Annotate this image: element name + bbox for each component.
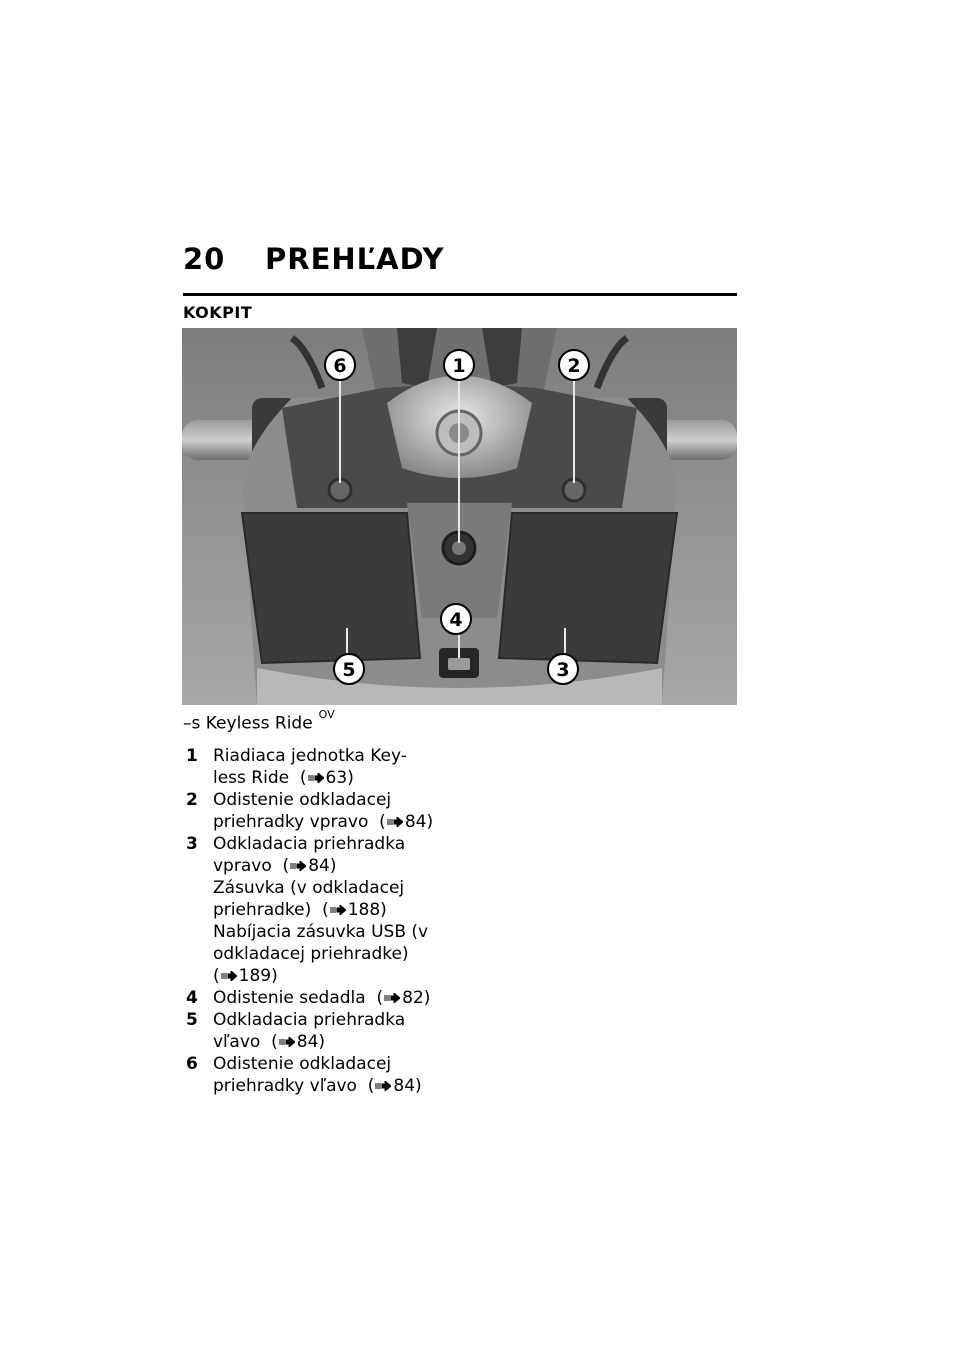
page-reference-number: 84	[296, 1032, 319, 1052]
legend-text: vľavo	[213, 1032, 261, 1052]
page-number: 20	[183, 242, 226, 276]
caption-text: –s Keyless Ride	[183, 713, 313, 734]
header-rule	[183, 293, 737, 296]
figure-caption	[183, 708, 335, 734]
cockpit-illustration	[182, 328, 737, 705]
callout-4	[441, 604, 471, 634]
page-reference-number: 188	[347, 900, 381, 920]
caption-superscript: OV	[318, 708, 335, 721]
legend-text: priehradke)	[213, 900, 312, 920]
legend-text-line	[213, 789, 483, 811]
svg-text:4: 4	[449, 609, 463, 631]
page-reference-arrow-icon	[279, 1037, 295, 1047]
legend-text-line	[213, 921, 483, 943]
legend-text-line	[213, 1009, 483, 1031]
page-reference[interactable]: ( 189)	[213, 966, 278, 986]
page-reference-number: 63	[325, 768, 348, 788]
legend-number: 3	[186, 834, 198, 854]
legend-text-line	[213, 965, 483, 987]
legend-text: Odkladacia priehradka	[213, 1010, 406, 1030]
legend-text-line	[213, 855, 483, 877]
legend-text: Riadiaca jednotka Key-	[213, 746, 407, 766]
page-reference-arrow-icon	[330, 905, 346, 915]
page-reference-number: 84	[308, 856, 330, 876]
page-reference[interactable]: ( 82)	[365, 988, 431, 1008]
page-reference-number: 82	[402, 988, 424, 1008]
section-title: KOKPIT	[183, 303, 253, 322]
page-reference-number: 189	[238, 966, 272, 986]
callout-1	[444, 350, 474, 380]
legend-text: Zásuvka (v odkladacej	[213, 878, 405, 898]
callout-2	[559, 350, 589, 380]
legend-number: 1	[186, 746, 198, 766]
legend-text-line	[213, 987, 483, 1009]
legend-text: Odistenie sedadla	[213, 988, 366, 1008]
page-reference-arrow-icon	[375, 1081, 391, 1091]
legend-text: Odkladacia priehradka	[213, 834, 406, 854]
legend-text-line	[213, 811, 483, 833]
legend-text-line	[213, 943, 483, 965]
page-reference-arrow-icon	[290, 861, 306, 871]
legend-text: less Ride	[213, 768, 290, 788]
legend-item	[183, 1053, 483, 1097]
page-reference[interactable]: ( 188)	[311, 900, 387, 920]
page-header	[183, 242, 737, 282]
legend-item	[183, 745, 483, 789]
legend-number: 6	[186, 1054, 198, 1074]
legend-text-line	[213, 899, 483, 921]
callout-6	[325, 350, 355, 380]
page-reference[interactable]: ( 84)	[356, 1076, 422, 1096]
callout-5	[334, 654, 364, 684]
page-reference-arrow-icon	[308, 773, 324, 783]
svg-text:5: 5	[342, 659, 356, 681]
legend-item	[183, 1009, 483, 1053]
legend-text-line	[213, 1031, 483, 1053]
legend-text: odkladacej priehradke)	[213, 944, 409, 964]
page-reference-arrow-icon	[384, 993, 400, 1003]
page-reference[interactable]: ( 84)	[260, 1032, 326, 1052]
legend-list	[183, 745, 483, 1097]
page-reference-arrow-icon	[387, 817, 403, 827]
page-reference[interactable]: ( 63)	[289, 768, 354, 788]
svg-text:3: 3	[556, 659, 570, 681]
legend-text-line	[213, 1053, 483, 1075]
legend-item	[183, 833, 483, 987]
legend-number: 5	[186, 1010, 198, 1030]
legend-text: priehradky vľavo	[213, 1076, 357, 1096]
legend-text-line	[213, 1075, 483, 1097]
legend-text: Odistenie odkladacej	[213, 790, 392, 810]
legend-number: 2	[186, 790, 198, 810]
svg-text:2: 2	[567, 355, 581, 377]
legend-text: vpravo	[213, 856, 272, 876]
legend-text-line	[213, 877, 483, 899]
legend-item	[183, 987, 483, 1009]
legend-text: Nabíjacia zásuvka USB (v	[213, 922, 429, 942]
svg-text:1: 1	[452, 355, 466, 377]
legend-number: 4	[186, 988, 198, 1008]
cockpit-drawing	[182, 328, 737, 705]
page-reference-number: 84	[393, 1076, 416, 1096]
page-reference-number: 84	[404, 812, 427, 832]
page-reference[interactable]: ( 84)	[368, 812, 434, 832]
callout-3	[548, 654, 578, 684]
page-reference-arrow-icon	[221, 971, 237, 981]
legend-item	[183, 789, 483, 833]
legend-text-line	[213, 833, 483, 855]
chapter-title: PREHĽADY	[265, 242, 445, 276]
legend-text-line	[213, 767, 483, 789]
legend-text: Odistenie odkladacej	[213, 1054, 392, 1074]
page-reference[interactable]: ( 84)	[271, 856, 337, 876]
legend-text-line	[213, 745, 483, 767]
legend-text: priehradky vpravo	[213, 812, 369, 832]
svg-text:6: 6	[333, 355, 347, 377]
